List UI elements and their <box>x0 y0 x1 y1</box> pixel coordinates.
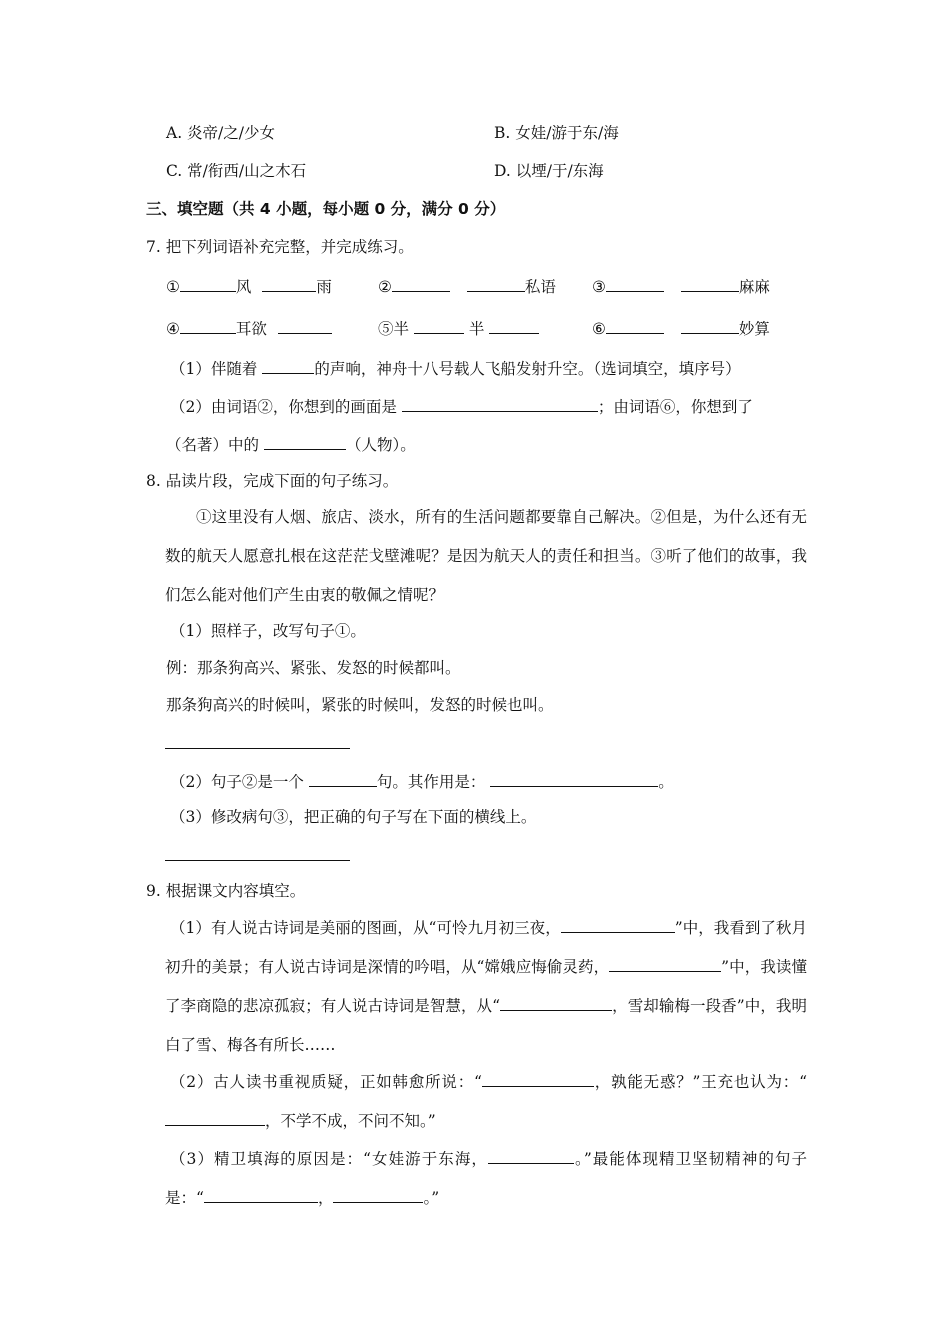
q8-stem: 8. 品读片段，完成下面的句子练习。 <box>146 472 399 490</box>
blank[interactable] <box>180 318 236 334</box>
blank[interactable] <box>402 396 598 412</box>
word-1-char2: 雨 <box>316 278 332 296</box>
blank[interactable] <box>681 318 739 334</box>
blank[interactable] <box>482 1071 594 1087</box>
q9-sub3-b: 。”最能体现精卫坚韧精神的句子是：“ <box>165 1150 807 1207</box>
q7-word-5 <box>378 318 539 339</box>
blank[interactable] <box>561 917 675 933</box>
q9-stem: 9. 根据课文内容填空。 <box>146 882 306 900</box>
q7-word-3 <box>592 276 770 297</box>
q8-sub2 <box>170 771 674 792</box>
q9-sub1-d: ，雪却输梅一段香”中，我明白了雪、梅各有所长…… <box>165 997 807 1054</box>
q7-word-row-1 <box>166 276 332 297</box>
q7-word-2 <box>378 276 556 297</box>
q7-word-row-2 <box>166 318 332 339</box>
section-title: 三、填空题（共 4 小题，每小题 0 分，满分 0 分） <box>146 200 506 218</box>
word-3-num: ③ <box>592 278 606 296</box>
blank[interactable] <box>392 276 450 292</box>
word-5-char: 半 <box>468 320 485 338</box>
blank[interactable] <box>180 276 236 292</box>
blank[interactable] <box>165 1110 265 1126</box>
q8-passage: ①这里没有人烟、旅店、淡水，所有的生活问题都要靠自己解决。②但是，为什么还有无数的航天人愿意扎根在这茫茫戈壁滩呢？是因为航天人的责任和担当。③听了他们的故事，我们怎么能对他们产生由衷的敬佩之情呢？ <box>165 508 807 604</box>
q8-example: 例：那条狗高兴、紧张、发怒的时候都叫。 <box>166 659 461 677</box>
q9-sub2-a: （2）古人读书重视质疑，正如韩愈所说：“ <box>170 1073 482 1091</box>
q7-sub2 <box>170 396 753 417</box>
option-b: B. 女娃/游于东/海 <box>494 124 619 142</box>
word-5-num: ⑤半 <box>378 320 410 338</box>
blank[interactable] <box>414 318 464 334</box>
q7-stem: 7. 把下列词语补充完整，并完成练习。 <box>146 238 414 256</box>
answer-line[interactable] <box>165 860 350 861</box>
q7-sub1-pre: （1）伴随着 <box>170 360 258 378</box>
option-a: A. 炎帝/之/少女 <box>166 124 275 142</box>
blank[interactable] <box>467 276 525 292</box>
blank[interactable] <box>606 276 664 292</box>
blank[interactable] <box>262 276 316 292</box>
q8-sub2-post: 。 <box>658 773 674 791</box>
q9-sub3 <box>165 1140 807 1218</box>
q8-sub2-mid: 句。其作用是： <box>376 773 486 791</box>
q9-sub1-a: （1）有人说古诗词是美丽的图画，从“可怜九月初三夜， <box>170 919 561 937</box>
q8-example-rewrite: 那条狗高兴的时候叫，紧张的时候叫，发怒的时候也叫。 <box>166 696 554 714</box>
q7-sub1-post: 的声响，神舟十八号载人飞船发射升空。（选词填空，填序号） <box>314 360 741 378</box>
q9-sub3-d: 。” <box>423 1189 440 1207</box>
word-1-char: 风 <box>235 278 252 296</box>
q8-sub2-pre: （2）句子②是一个 <box>170 773 304 791</box>
q7-sub1 <box>170 358 741 379</box>
q9-sub1 <box>165 909 807 1065</box>
q7-sub2-line2-pre: （名著）中的 <box>166 436 260 454</box>
q7-sub2-pre: （2）由词语②，你想到的画面是 <box>170 398 397 416</box>
q9-sub1-b: ”中，我看到了秋月初升的美景；有人说古诗词是深情的吟唱，从“嫦娥应悔偷灵药， <box>165 919 807 976</box>
q8-sub1: （1）照样子，改写句子①。 <box>170 622 366 640</box>
option-d: D. 以堙/于/东海 <box>494 162 604 180</box>
word-6-num: ⑥ <box>592 320 606 338</box>
q9-sub3-c: ， <box>317 1189 334 1207</box>
q7-sub2-line2 <box>166 434 416 455</box>
q9-sub2-c: ，不学不成，不问不知。” <box>265 1112 436 1130</box>
blank[interactable] <box>204 1187 318 1203</box>
word-1-num: ① <box>166 278 180 296</box>
blank[interactable] <box>309 771 377 787</box>
blank[interactable] <box>488 1148 574 1164</box>
q9-sub3-a: （3）精卫填海的原因是：“女娃游于东海， <box>170 1150 488 1168</box>
blank[interactable] <box>262 358 314 374</box>
q7-word-6 <box>592 318 770 339</box>
q9-sub2-b: ，孰能无惑？”王充也认为：“ <box>593 1073 807 1091</box>
q9-sub1-c: ”中，我读懂了李商隐的悲凉孤寂；有人说古诗词是智慧，从“ <box>165 958 807 1015</box>
word-2-num: ② <box>378 278 392 296</box>
blank[interactable] <box>264 434 346 450</box>
blank[interactable] <box>333 1187 423 1203</box>
blank[interactable] <box>606 318 664 334</box>
word-4-char: 耳欲 <box>235 320 267 338</box>
blank[interactable] <box>278 318 332 334</box>
option-c: C. 常/衔西/山之木石 <box>166 162 307 180</box>
word-3-char: 麻麻 <box>738 278 770 296</box>
blank[interactable] <box>490 771 658 787</box>
word-2-char: 私语 <box>524 278 556 296</box>
blank[interactable] <box>489 318 539 334</box>
blank[interactable] <box>609 956 721 972</box>
q7-sub2-mid: ；由词语⑥，你想到了 <box>597 398 753 416</box>
answer-line[interactable] <box>165 748 350 749</box>
q8-sub3: （3）修改病句③，把正确的句子写在下面的横线上。 <box>170 808 537 826</box>
blank[interactable] <box>500 995 612 1011</box>
word-4-num: ④ <box>166 320 180 338</box>
q9-sub2 <box>165 1063 807 1141</box>
q7-sub2-line2-post: （人物）。 <box>345 436 416 454</box>
word-6-char: 妙算 <box>738 320 770 338</box>
blank[interactable] <box>681 276 739 292</box>
